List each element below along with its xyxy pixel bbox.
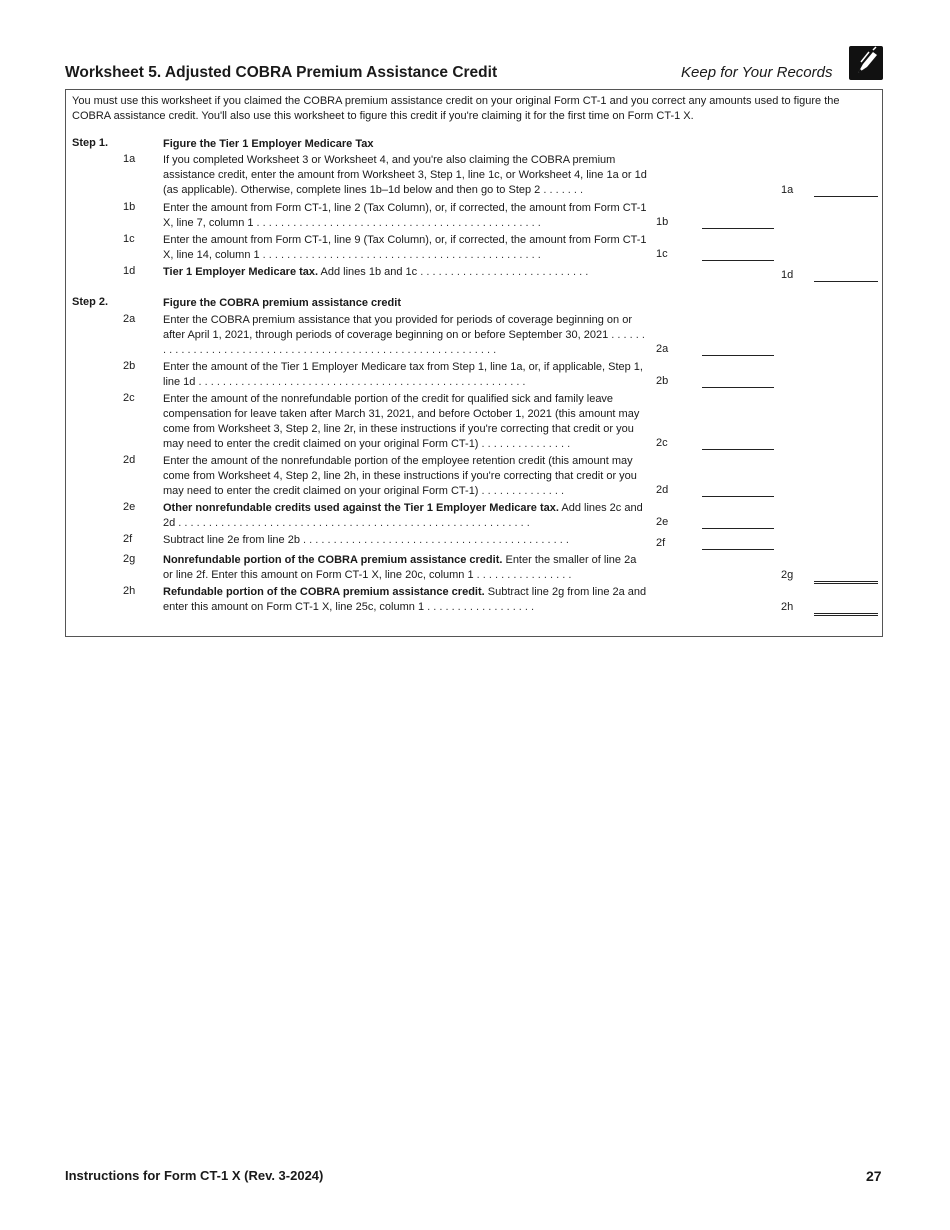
- pen-icon: [849, 46, 883, 80]
- line-2g-text: Nonrefundable portion of the COBRA premium assistance credit. Enter the smaller of line 2a or line 2f. Enter this amount on Form CT-1 X, line 20c, column 1 . . . . . . . . . . . . . . . .: [163, 554, 637, 581]
- line-2g-field[interactable]: [814, 569, 878, 584]
- line-1a-label: 1a: [781, 184, 794, 196]
- line-1a-field[interactable]: [814, 184, 878, 197]
- line-2b-field[interactable]: [702, 375, 774, 388]
- worksheet-header: [65, 58, 885, 84]
- line-1d-text: Tier 1 Employer Medicare tax. Add lines 1b and 1c . . . . . . . . . . . . . . . . . . . . . . . . . . . .: [163, 266, 589, 278]
- line-2c-field[interactable]: [702, 437, 774, 450]
- line-1d-label: 1d: [781, 269, 794, 281]
- line-1c-text: Enter the amount from Form CT-1, line 9 (Tax Column), or, if corrected, the amount from Form CT-1 X, line 14, column 1 . . . . . . . . . . . . . . . . . . . . . . . . . . . . . . . . . . . . . . . . . . . . . .: [163, 234, 647, 261]
- worksheet-title: Worksheet 5. Adjusted COBRA Premium Assistance Credit: [65, 64, 498, 81]
- line-2a-field[interactable]: [702, 343, 774, 356]
- line-1c-field[interactable]: [702, 248, 774, 261]
- line-2d-label: 2d: [656, 484, 669, 496]
- line-2e-field[interactable]: [702, 516, 774, 529]
- line-2f-label: 2f: [656, 537, 666, 549]
- line-2a-label: 2a: [656, 343, 669, 355]
- line-2f-text: Subtract line 2e from line 2b . . . . . . . . . . . . . . . . . . . . . . . . . . . . . . . . . . . . . . . . . . . .: [163, 534, 569, 546]
- worksheet-box: [65, 89, 883, 637]
- step-2-title: Figure the COBRA premium assistance credit: [163, 297, 401, 309]
- line-number: 1d: [123, 265, 136, 277]
- line-1d-field[interactable]: [814, 269, 878, 282]
- footer-form-title: Instructions for Form CT-1 X (Rev. 3-2024): [65, 1168, 324, 1183]
- line-number: 1a: [123, 153, 136, 165]
- line-2e-text: Other nonrefundable credits used against the Tier 1 Employer Medicare tax. Add lines 2c and 2d . . . . . . . . . . . . . . . . . . . . . . . . . . . . . . . . . . . . . . . . . . . . . . . . . . . . . . . . . .: [163, 502, 643, 529]
- line-2d-text: Enter the amount of the nonrefundable portion of the employee retention credit (this amount may come from Worksheet 4, Step 2, line 2h, in these instructions if you're correcting that credit or you may need to enter the credit claimed on your original Form CT-1) . . . . . . . . . . . . . .: [163, 455, 637, 497]
- line-1b-text: Enter the amount from Form CT-1, line 2 (Tax Column), or, if corrected, the amount from Form CT-1 X, line 7, column 1 . . . . . . . . . . . . . . . . . . . . . . . . . . . . . . . . . . . . . . . . . . . . . . .: [163, 202, 647, 229]
- line-2e-label: 2e: [656, 516, 669, 528]
- line-1b-label: 1b: [656, 216, 669, 228]
- line-number: 1c: [123, 233, 135, 245]
- line-1a-text: If you completed Worksheet 3 or Worksheet 4, and you're also claiming the COBRA premium assistance credit, enter the amount from Worksheet 3, Step 1, line 1c, or Worksheet 4, line 1a or 1d (as applicable). Otherwise, complete lines 1b–1d below and then go to Step 2 . . . . . . .: [163, 154, 647, 196]
- line-1c-label: 1c: [656, 248, 668, 260]
- line-number: 2a: [123, 313, 136, 325]
- line-2c-label: 2c: [656, 437, 668, 449]
- line-2f-field[interactable]: [702, 537, 774, 550]
- line-2b-text: Enter the amount of the Tier 1 Employer Medicare tax from Step 1, line 1a, or, if applicable, Step 1, line 1d . . . . . . . . . . . . . . . . . . . . . . . . . . . . . . . . . . . . . . . . . . . . . . . . . . . . . .: [163, 361, 643, 388]
- line-2h-label: 2h: [781, 601, 794, 613]
- step-1-label: Step 1.: [72, 137, 109, 149]
- keep-for-records-note: Keep for Your Records: [681, 64, 833, 81]
- step-2-label: Step 2.: [72, 296, 109, 308]
- line-2a-text: Enter the COBRA premium assistance that you provided for periods of coverage beginning on or after April 1, 2021, through periods of coverage beginning on or before September 30, 2021 . . . . . . . . . . . . . . . . . . . . . . . . . . . . . . . . . . . . . . . . . . . . . . . . . . . . . . . . . . . . .: [163, 314, 645, 356]
- step-1-title: Figure the Tier 1 Employer Medicare Tax: [163, 138, 374, 150]
- page-number: 27: [866, 1168, 882, 1184]
- line-number: 2c: [123, 392, 135, 404]
- line-number: 2d: [123, 454, 136, 466]
- line-number: 2h: [123, 585, 136, 597]
- line-1b-field[interactable]: [702, 216, 774, 229]
- line-2d-field[interactable]: [702, 484, 774, 497]
- line-2h-field[interactable]: [814, 601, 878, 616]
- line-number: 2b: [123, 360, 136, 372]
- line-number: 2g: [123, 553, 136, 565]
- line-number: 1b: [123, 201, 136, 213]
- line-number: 2e: [123, 501, 136, 513]
- line-number: 2f: [123, 533, 133, 545]
- line-2c-text: Enter the amount of the nonrefundable portion of the credit for qualified sick and family leave compensation for leave taken after March 31, 2021, and before October 1, 2021 (this amount may come from Worksheet 3, Step 2, line 2r, in these instructions if you're correcting that credit or you may need to enter the credit claimed on your original Form CT-1) . . . . . . . . . . . . . . .: [163, 393, 640, 450]
- line-2h-text: Refundable portion of the COBRA premium assistance credit. Subtract line 2g from line 2a and enter this amount on Form CT-1 X, line 25c, column 1 . . . . . . . . . . . . . . . . . .: [163, 586, 647, 613]
- intro-text: You must use this worksheet if you claimed the COBRA premium assistance credit on your original Form CT-1 and you correct any amounts used to figure the COBRA assistance credit. You'll also use this worksheet to figure this credit if you're claiming it for the first time on Form CT-1 X.: [72, 95, 840, 122]
- line-2b-label: 2b: [656, 375, 669, 387]
- line-2g-label: 2g: [781, 569, 794, 581]
